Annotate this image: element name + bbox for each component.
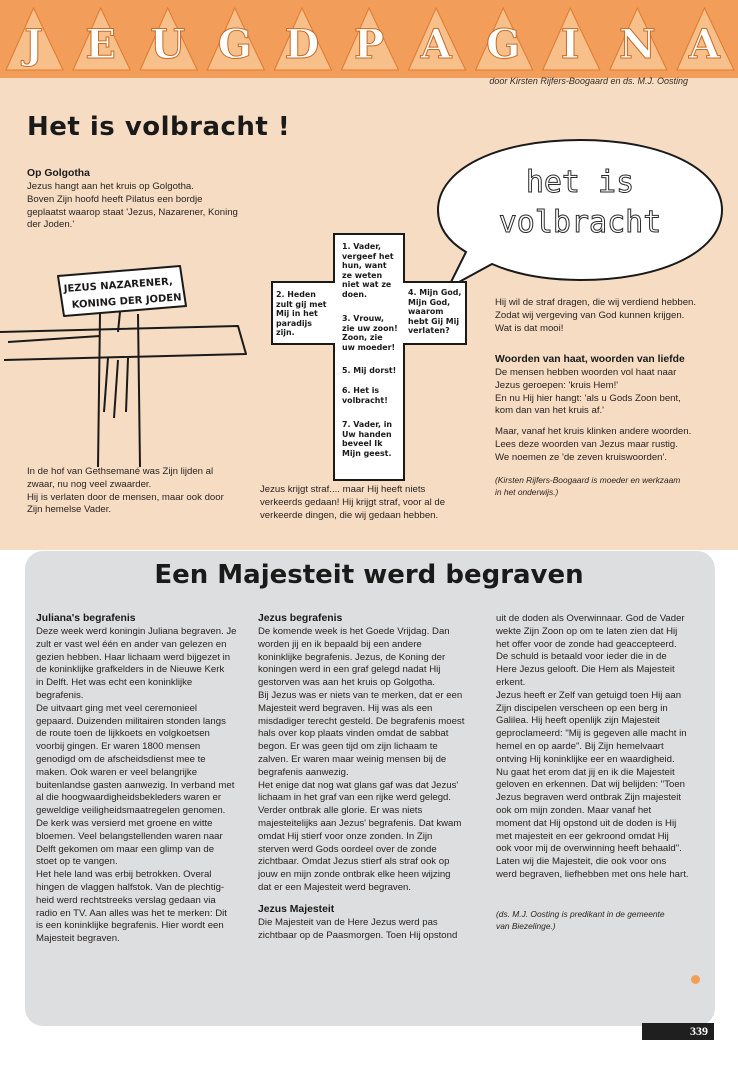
text-line: koninklijke begrafenis. Jezus, de Koning der <box>258 651 446 663</box>
text-line: zichtbaar. Omdat Jezus stierf als straf ook op <box>258 856 450 868</box>
text-line: de route toen de lijkkoets en volgkoetsen <box>36 728 210 740</box>
text-line: Delft gekomen om maar een glimp van de <box>36 843 215 855</box>
text-line: zult er vast wel één en ander van gelezen en <box>36 638 227 650</box>
text-line: buitenlandse gasten aanwezig. In verband met <box>36 779 235 791</box>
text-line: ook om mijn zonden. Maar vanaf het <box>496 804 652 816</box>
text-line: hals over kop plaats vinden omdat de sabbat <box>258 728 449 740</box>
text-line: moment dat Hij opstond uit de doden is Hij <box>496 817 677 829</box>
text-line: gezien hebben. Haar lichaam werd bijgezet in <box>36 651 231 663</box>
author-note-1: (Kirsten Rijfers-Boogaard is moeder en werkzaam in het onderwijs.) <box>495 474 681 497</box>
banner-letter: N <box>619 21 656 68</box>
orange-dot <box>691 975 700 984</box>
vergeving-paragraph: Hij wil de straf dragen, die wij verdiend hebben. Zodat wij vergeving van God kunnen krijgen. Wat is dat mooi! <box>495 297 697 334</box>
page-title: Het is volbracht ! <box>27 112 291 142</box>
text-line: sterven werd Gods oordeel over de zonde <box>258 843 437 855</box>
text-line: majesteitelijks aan Jezus' begrafenis. Dat kwam <box>258 817 462 829</box>
jeugdpagina-banner <box>0 0 738 78</box>
banner-letter: I <box>560 21 580 68</box>
jezus-begrafenis-heading: Jezus begrafenis <box>258 613 343 624</box>
banner-letter: A <box>420 21 452 68</box>
text-line: Nu gaat het erom dat jij en ik die Majesteit <box>496 766 675 778</box>
cross-word-6: 6. Het is volbracht! <box>342 386 388 405</box>
text-line: hemel en op aarde". Bij Zijn hemelvaart <box>496 740 664 752</box>
gethsemane-paragraph: In de hof van Gethsemané was Zijn lijden al zwaar, nu nog veel zwaarder. Hij is verlaten door de mensen, maar ook door Zijn hemelse Vader. <box>27 466 224 516</box>
text-line: stoet op te vangen. <box>36 856 118 868</box>
text-line: De kerk was versierd met groene en witte <box>36 817 213 829</box>
text-line: geweldige veiligheidsmaatregelen genomen. <box>36 805 226 817</box>
text-line: begrafenis. <box>36 689 84 701</box>
jezus-majesteit-heading: Jezus Majesteit <box>258 903 335 915</box>
banner-letter: G <box>217 21 252 68</box>
banner-letter: P <box>353 21 385 68</box>
text-line: gestorven was aan het kruis op Golgotha. <box>258 677 436 689</box>
text-line: ontving Hij koninklijke eer en waardigheid. <box>496 753 675 765</box>
text-line: De uitvaart ging met veel ceremonieel <box>36 702 198 714</box>
text-line: erkent. <box>496 676 526 688</box>
text-line: voorbij gingen. Er waren 1800 mensen <box>36 741 201 753</box>
text-line: misdadiger terecht gesteld. De begrafenis moest <box>258 715 465 727</box>
text-line: Die Majesteit van de Here Jezus werd pas <box>258 916 438 928</box>
byline: door Kirsten Rijfers-Boogaard en ds. M.J. Oosting <box>489 76 688 86</box>
text-line: Het hele land was erbij betrokken. Overal <box>36 869 212 881</box>
cross-word-1: 1. Vader, vergeef het hun, want ze weten niet wat ze doen. <box>342 242 394 299</box>
text-line: de koninklijke grafkelders in de Nieuwe Kerk <box>36 664 225 676</box>
text-line: Laten wij die Majesteit, die ook voor ons <box>496 856 667 868</box>
cross-sign-drawing <box>0 262 258 472</box>
cross-word-4: 4. Mijn God, Mijn God, waarom hebt Gij Mij verlaten? <box>408 288 462 336</box>
text-line: het offer voor de zonde had geaccepteerd. <box>496 638 677 650</box>
text-line: geloven en erkennen. Dat wij belijden: "Toen <box>496 779 686 791</box>
text-line: radio en TV. Aan alles was het te merken: Dit <box>36 907 227 919</box>
sign-line-2: KONING DER JODEN <box>71 292 182 311</box>
speech-line-1: het is <box>525 165 635 200</box>
text-line: worden jij en ik bepaald bij een andere <box>258 638 422 650</box>
banner-letter: J <box>24 21 44 68</box>
speech-bubble <box>430 132 730 292</box>
text-line: al die hoogwaardigheidsbekleders waren er <box>36 792 222 804</box>
text-line: Zijn discipelen verscheen op een berg in <box>496 702 668 714</box>
col-overwinnaar <box>496 612 711 932</box>
text-line: in Delft. Het was echt een koninklijke <box>36 677 193 689</box>
text-line: Majesteit begraven. <box>36 933 120 945</box>
text-line: werd begraven, liefhebben met ons hele hart. <box>496 868 689 880</box>
text-line: zalven. Er waren maar weinig mensen bij de <box>258 753 447 765</box>
text-line: Verder ontbrak alle glorie. Er was niets <box>258 805 423 817</box>
text-line: Galilea. Hij heeft openlijk zijn Majesteit <box>496 715 660 727</box>
text-line: maken. Ook waren er veel belangrijke <box>36 766 198 778</box>
col-jezus-begrafenis <box>258 612 483 942</box>
text-line: lichaam in het graf van een rijke werd gelegd. <box>258 792 452 804</box>
banner-letter: U <box>150 21 186 68</box>
text-line: gepaard. Duizenden militairen stonden langs <box>36 715 226 727</box>
text-line: koningen werd in een graf gelegd nadat Hij <box>258 664 441 676</box>
cross-word-5: 5. Mij dorst! <box>342 366 397 375</box>
woorden-text-2: Maar, vanaf het kruis klinken andere woorden. Lees deze woorden van Jezus maar rustig. We noemen ze 'de zeven kruiswoorden'. <box>495 426 692 463</box>
cross-word-3: 3. Vrouw, zie uw zoon! Zoon, zie uw moeder! <box>342 314 398 352</box>
text-line: Jezus heeft er Zelf van getuigd toen Hij aan <box>496 689 682 701</box>
text-line: geproclameerd: "Mij is gegeven alle macht in <box>496 728 687 740</box>
text-line: bloemen. Veel belangstellenden waren naar <box>36 830 223 842</box>
seven-words-cross <box>268 232 468 482</box>
text-line: Majesteit werd begraven. Hij was als een <box>258 702 433 714</box>
sign-line-1: JEZUS NAZARENER, <box>63 276 174 295</box>
text-line: hingen de vlaggen halfstok. Van de plechtig- <box>36 881 225 893</box>
text-line: ook voor mij de overwinning heeft behaald". <box>496 843 682 855</box>
text-line: zichtbaar op de Paasmorgen. Toen Hij opstond <box>258 929 458 941</box>
banner-letter: A <box>688 21 720 68</box>
text-line: uit de doden als Overwinnaar. God de Vader <box>496 613 685 624</box>
text-line: genodigd om de afscheidsdienst mee te <box>36 753 206 765</box>
text-line: jouw en mijn zonde ontbrak elke heen wijzing <box>258 869 451 881</box>
overwinnaar-text <box>496 613 711 882</box>
banner-letter: E <box>85 21 116 68</box>
jezus-begrafenis-text <box>258 626 483 895</box>
juliana-heading: Juliana's begrafenis <box>36 613 136 624</box>
text-line: begon. Er was geen tijd om zijn lichaam te <box>258 741 438 753</box>
woorden-heading: Woorden van haat, woorden van liefde <box>495 354 685 365</box>
jezus-majesteit-text <box>258 917 483 943</box>
text-line: dat er een Majesteit werd begraven. <box>258 881 412 893</box>
golgotha-heading: Op Golgotha <box>27 168 90 179</box>
cross-word-2: 2. Heden zult gij met Mij in het paradijs zijn. <box>276 290 327 338</box>
golgotha-block <box>27 167 262 232</box>
text-line: begrafenis aanwezig. <box>258 766 349 778</box>
text-line: Het enige dat nog wat glans gaf was dat Jezus' <box>258 779 459 791</box>
cross-word-7: 7. Vader, in Uw handen beveel Ik Mijn geest. <box>342 420 393 458</box>
text-line: Jezus begraven werd ontbrak Zijn majesteit <box>496 792 682 804</box>
banner-letters <box>0 0 738 78</box>
banner-letter: G <box>486 21 521 68</box>
woorden-block <box>495 353 720 498</box>
text-line: wekte Zijn Zoon op om te laten zien dat Hij <box>496 625 678 637</box>
straf-paragraph: Jezus krijgt straf.... maar Hij heeft niets verkeerds gedaan! Hij krijgt straf, voor al de verkeerde dingen, die wij gedaan hebben. <box>260 484 446 521</box>
banner-letter: D <box>284 21 320 68</box>
text-line: De komende week is het Goede Vrijdag. Dan <box>258 626 450 637</box>
col-juliana <box>36 612 251 946</box>
majesteit-title: Een Majesteit werd begraven <box>154 560 584 590</box>
text-line: heid werd rechtstreeks verslag gedaan via <box>36 894 216 906</box>
text-line: Here Jezus gelooft. Die Hem als Majesteit <box>496 664 675 676</box>
page-number: 339 <box>642 1023 714 1040</box>
text-line: Bij Jezus was er niets van te merken, dat er een <box>258 689 463 701</box>
author-note-2: (ds. M.J. Oosting is predikant in de gemeente van Biezelinge.) <box>496 908 665 931</box>
woorden-text: De mensen hebben woorden vol haat naar Jezus geroepen: 'kruis Hem!' En nu Hij hier hangt: 'als u Gods Zoon bent, kom dan van het kruis af.' <box>495 367 681 417</box>
text-line: is een koninklijke begrafenis. Hier wordt een <box>36 920 224 932</box>
text-line: Deze week werd koningin Juliana begraven. Je <box>36 626 237 637</box>
text-line: omdat Hij stierf voor onze zonden. In Zijn <box>258 830 433 842</box>
text-line: met majesteit en eer gekroond omdat Hij <box>496 830 669 842</box>
speech-line-2: volbracht <box>498 205 662 240</box>
text-line: De schuld is betaald voor ieder die in de <box>496 651 667 663</box>
juliana-text <box>36 626 251 946</box>
golgotha-text: Jezus hangt aan het kruis op Golgotha. Boven Zijn hoofd heeft Pilatus een bordje geplaatst waarop staat 'Jezus, Nazarener, Koning der Joden.' <box>27 181 238 231</box>
